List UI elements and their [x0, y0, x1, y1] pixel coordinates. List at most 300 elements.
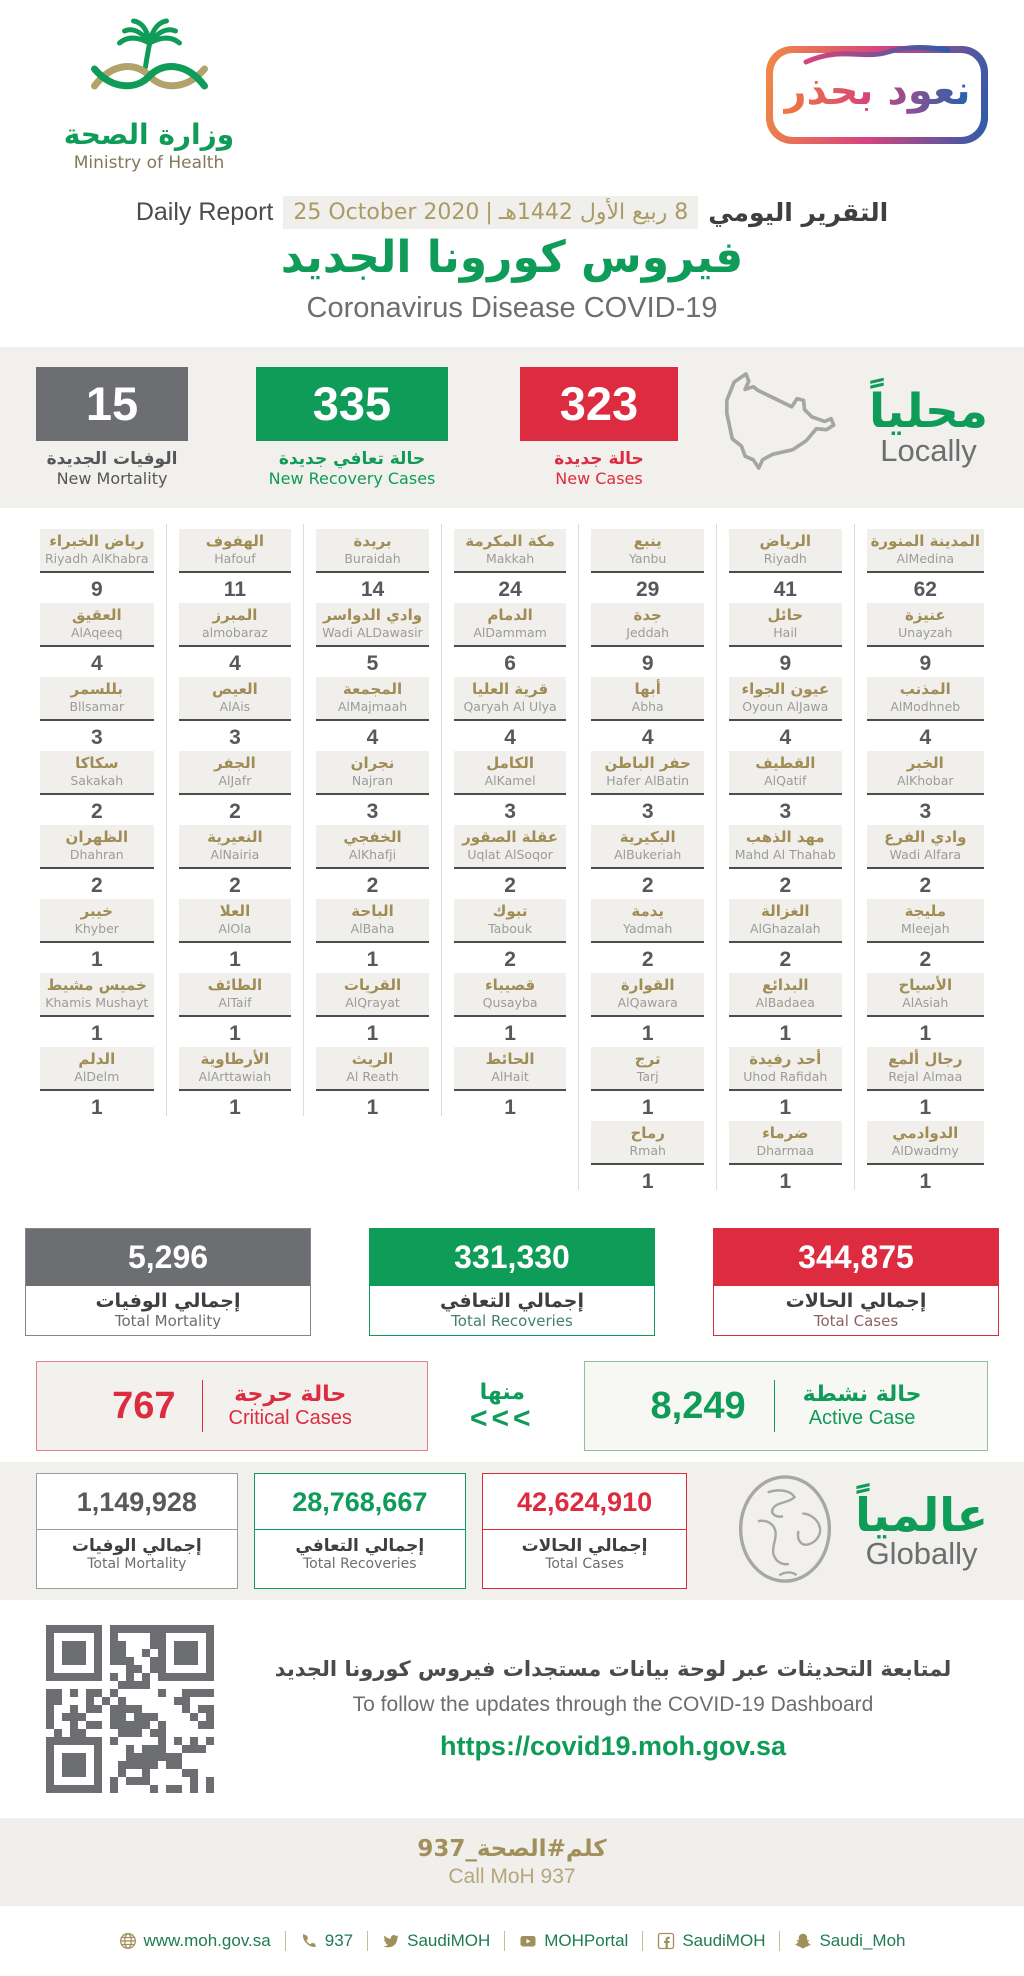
globally-heading-group — [855, 1487, 988, 1573]
city-cell — [578, 820, 716, 897]
city-name-ar: الظهران — [65, 828, 129, 846]
city-name-en: Tarj — [636, 1069, 659, 1084]
city-name — [591, 1047, 704, 1091]
dashboard-section — [0, 1600, 1024, 1818]
city-new-cases-value: 2 — [90, 874, 103, 897]
city-cell — [716, 1042, 854, 1119]
city-name — [454, 1047, 567, 1091]
city-name — [40, 973, 154, 1017]
city-cell — [716, 1116, 854, 1193]
city-cell — [28, 746, 166, 823]
header-section — [0, 0, 1024, 347]
city-new-cases-value: 2 — [90, 800, 103, 823]
city-cell — [28, 894, 166, 971]
city-name-ar: عقلة الصقور — [462, 828, 559, 846]
city-name-ar: بريدة — [353, 532, 392, 550]
city-name — [454, 899, 567, 943]
global-mortality-box — [36, 1473, 238, 1589]
city-name — [729, 603, 842, 647]
local-totals-row — [0, 1218, 1024, 1350]
city-name-en: Rmah — [629, 1143, 666, 1158]
city-new-cases-value: 3 — [366, 800, 379, 823]
active-cases-value: 8,249 — [650, 1384, 746, 1427]
city-cell — [303, 894, 441, 971]
city-cell — [578, 1116, 716, 1193]
city-name — [179, 973, 292, 1017]
city-new-cases-value: 1 — [366, 1022, 379, 1045]
city-cell — [854, 672, 996, 749]
report-date-line — [0, 196, 1024, 229]
city-name-ar: الريث — [351, 1050, 394, 1068]
global-recoveries-label-ar: إجمالي التعافي — [295, 1536, 425, 1556]
city-new-cases-value: 1 — [90, 948, 103, 971]
city-name-en: Jeddah — [626, 625, 670, 640]
city-name-ar: ترج — [634, 1050, 661, 1068]
city-name — [867, 677, 984, 721]
new-recoveries-stat — [256, 367, 448, 488]
city-new-cases-value: 9 — [641, 652, 654, 675]
city-new-cases-value: 1 — [229, 1096, 241, 1119]
city-name — [591, 751, 704, 795]
city-new-cases-value: 3 — [229, 726, 241, 749]
city-new-cases-value: 4 — [504, 726, 516, 749]
city-name-ar: القوارة — [620, 976, 675, 994]
city-new-cases-value: 2 — [641, 948, 654, 971]
local-new-stats-band — [0, 347, 1024, 508]
city-name-ar: بللسمر — [70, 680, 124, 698]
city-name-ar: الرياض — [759, 532, 812, 550]
city-name — [316, 1047, 429, 1091]
city-cell — [578, 1042, 716, 1119]
report-date-en: 25 October 2020 — [293, 200, 480, 225]
global-recoveries-label-en: Total Recoveries — [303, 1556, 417, 1572]
total-cases-value: 344,875 — [714, 1229, 998, 1286]
new-recoveries-label-ar: حالة تعافي جديدة — [278, 449, 426, 469]
footer-link-label: 937 — [324, 1931, 354, 1950]
city-new-cases-value: 2 — [229, 874, 241, 897]
global-mortality-label-en: Total Mortality — [87, 1556, 187, 1572]
city-new-cases-value: 1 — [641, 1096, 654, 1119]
city-name-en: Hafouf — [214, 551, 256, 566]
city-name — [179, 677, 292, 721]
city-name-en: Mahd Al Thahab — [734, 847, 836, 862]
city-name — [454, 973, 567, 1017]
city-name-en: AlMedina — [896, 551, 955, 566]
city-name-ar: الدوادمي — [892, 1124, 959, 1142]
city-name-ar: رياض الخبراء — [49, 532, 145, 550]
city-cell — [166, 746, 304, 823]
total-recoveries-label-en: Total Recoveries — [451, 1312, 573, 1330]
call-moh-band — [0, 1818, 1024, 1906]
city-name-ar: البدائع — [761, 976, 809, 994]
total-cases-label-ar: إجمالي الحالات — [785, 1290, 927, 1312]
footer-link-label: www.moh.gov.sa — [143, 1931, 271, 1950]
city-name — [179, 899, 292, 943]
city-cell — [303, 820, 441, 897]
footer-link[interactable] — [367, 1931, 504, 1951]
city-name-ar: نجران — [350, 754, 395, 772]
of-which-indicator — [470, 1380, 535, 1433]
city-cell — [28, 598, 166, 675]
city-cell — [166, 1042, 304, 1119]
city-name-ar: الحائط — [485, 1050, 535, 1068]
global-mortality-label-ar: إجمالي الوفيات — [71, 1536, 202, 1556]
city-name — [867, 603, 984, 647]
city-name-en: Dhahran — [69, 847, 124, 862]
city-new-cases-value: 1 — [504, 1096, 516, 1119]
city-new-cases-value: 1 — [919, 1170, 932, 1193]
city-new-cases-value: 4 — [919, 726, 932, 749]
city-name-ar: حائل — [767, 606, 804, 624]
city-cell — [303, 968, 441, 1045]
locally-heading-ar: محلياً — [869, 383, 988, 439]
city-name — [729, 529, 842, 573]
city-name-en: Dharmaa — [756, 1143, 815, 1158]
city-new-cases-value: 1 — [641, 1022, 654, 1045]
call-moh-label-en: Call MoH 937 — [448, 1864, 576, 1888]
city-name — [867, 973, 984, 1017]
city-cell — [166, 968, 304, 1045]
city-cell — [166, 524, 304, 601]
footer-link[interactable] — [779, 1931, 919, 1951]
city-new-cases-value: 9 — [919, 652, 932, 675]
city-name-en: AlTaif — [218, 995, 252, 1010]
city-name-ar: سكاكا — [75, 754, 119, 772]
divider — [202, 1380, 203, 1432]
city-name-en: Bllsamar — [69, 699, 125, 714]
footer-link-label: Saudi_Moh — [819, 1931, 906, 1950]
city-name-en: Khamis Mushayt — [45, 995, 149, 1010]
city-name-en: Wadi Alfara — [889, 847, 962, 862]
footer-link[interactable] — [105, 1931, 285, 1951]
city-name — [729, 1047, 842, 1091]
city-name-en: AlDwadmy — [891, 1143, 959, 1158]
total-recoveries-label-ar: إجمالي التعافي — [440, 1290, 584, 1312]
city-new-cases-value: 41 — [773, 578, 797, 601]
city-cell — [716, 968, 854, 1045]
city-new-cases-value: 1 — [641, 1170, 654, 1193]
city-name — [179, 751, 292, 795]
city-name-ar: وادي الدواسر — [322, 606, 423, 624]
city-cell — [854, 598, 996, 675]
global-cases-value: 42,624,910 — [483, 1474, 686, 1530]
city-name-ar: يدمة — [631, 902, 665, 920]
city-cell — [716, 598, 854, 675]
city-name — [454, 603, 567, 647]
of-which-label-ar: منها — [479, 1379, 525, 1405]
report-date-ar: 8 ربيع الأول 1442هـ — [498, 200, 689, 225]
city-name — [591, 899, 704, 943]
city-cell — [716, 894, 854, 971]
city-name — [179, 1047, 292, 1091]
dashboard-note-en: To follow the updates through the COVID-19 Dashboard — [352, 1692, 874, 1716]
city-name-ar: جدة — [633, 606, 662, 624]
city-name-en: Hail — [773, 625, 798, 640]
new-mortality-label-en: New Mortality — [56, 469, 168, 488]
city-cell — [578, 672, 716, 749]
city-cell — [578, 598, 716, 675]
city-name-en: AlBukeriah — [614, 847, 682, 862]
city-name-en: Buraidah — [344, 551, 401, 566]
city-name — [454, 529, 567, 573]
logo-title-ar: وزارة الصحة — [63, 118, 235, 151]
city-name-ar: الدلم — [78, 1050, 116, 1068]
city-name — [867, 1047, 984, 1091]
city-name — [40, 603, 154, 647]
city-cell — [166, 672, 304, 749]
logo-title-en: Ministry of Health — [73, 153, 225, 173]
city-new-cases-value: 3 — [90, 726, 103, 749]
city-name-en: AlDelm — [74, 1069, 120, 1084]
city-name-en: AlAqeeq — [71, 625, 123, 640]
footer-link-label: SaudiMOH — [682, 1931, 766, 1950]
city-name-en: Yanbu — [629, 551, 667, 566]
city-new-cases-value: 29 — [636, 578, 660, 601]
city-name — [40, 899, 154, 943]
city-new-cases-value: 14 — [360, 578, 385, 601]
new-cases-value: 323 — [520, 367, 678, 441]
city-new-cases-value: 2 — [504, 874, 516, 897]
city-table — [28, 524, 996, 1193]
critical-cases-value: 767 — [112, 1384, 176, 1427]
city-name — [316, 529, 429, 573]
city-name-ar: القطيف — [755, 754, 816, 772]
city-name-ar: النعيرية — [207, 828, 263, 846]
daily-report-label-en: Daily Report — [135, 198, 274, 226]
city-name-ar: الخفجي — [343, 828, 402, 846]
new-cases-stat — [520, 367, 678, 488]
city-cell — [303, 746, 441, 823]
city-name — [316, 899, 429, 943]
city-name-ar: تبوك — [492, 902, 528, 920]
page-title-ar: فيروس كورونا الجديد — [280, 232, 744, 283]
city-cell — [854, 1042, 996, 1119]
city-name-ar: أحد رفيدة — [749, 1050, 822, 1068]
city-new-cases-value: 4 — [779, 726, 792, 749]
city-name — [316, 751, 429, 795]
city-cell — [854, 820, 996, 897]
city-name-ar: الطائف — [207, 976, 263, 994]
phone-icon — [300, 1932, 318, 1950]
city-name-en: Unayzah — [898, 625, 953, 640]
city-name-ar: خميس مشيط — [46, 976, 147, 994]
city-cell — [441, 1042, 579, 1119]
city-name — [40, 751, 154, 795]
city-name-en: Riyadh — [763, 551, 807, 566]
city-new-cases-value: 1 — [229, 1022, 241, 1045]
page-title-en: Coronavirus Disease COVID-19 — [306, 292, 718, 324]
city-name-ar: الأسياح — [898, 976, 953, 994]
city-name-en: AlHait — [491, 1069, 529, 1084]
city-cell — [441, 820, 579, 897]
city-cell — [166, 894, 304, 971]
city-new-cases-value: 11 — [223, 578, 246, 601]
divider — [774, 1380, 775, 1432]
city-name-en: AlKamel — [484, 773, 536, 788]
city-name-en: AlOla — [218, 921, 252, 936]
city-name — [316, 973, 429, 1017]
footer-link[interactable] — [642, 1931, 779, 1951]
city-name-en: AlJafr — [218, 773, 252, 788]
qr-code — [46, 1625, 214, 1793]
city-name-ar: عيون الجواء — [741, 680, 830, 698]
daily-report-label-ar: التقرير اليومي — [708, 198, 889, 227]
city-name-ar: المدينة المنورة — [870, 532, 980, 550]
city-new-cases-value: 2 — [779, 874, 792, 897]
city-cell — [441, 968, 579, 1045]
city-name — [179, 529, 292, 573]
city-name — [40, 825, 154, 869]
city-name — [591, 973, 704, 1017]
city-name-en: Khyber — [74, 921, 119, 936]
footer-contact-bar — [0, 1906, 1024, 1976]
city-new-cases-value: 2 — [504, 948, 516, 971]
new-mortality-value: 15 — [36, 367, 188, 441]
city-name — [316, 825, 429, 869]
snapchat-icon — [794, 1932, 812, 1950]
city-new-cases-value: 2 — [641, 874, 654, 897]
city-name-en: Hafer AlBatin — [606, 773, 690, 788]
total-cases-box — [713, 1228, 999, 1336]
city-name — [729, 825, 842, 869]
city-cell — [441, 894, 579, 971]
new-mortality-label-ar: الوفيات الجديدة — [46, 449, 178, 469]
city-cell — [441, 672, 579, 749]
city-name-ar: عنيزة — [904, 606, 946, 624]
date-separator: | — [485, 200, 493, 225]
city-name-en: Wadi ALDawasir — [322, 625, 423, 640]
city-cell — [441, 598, 579, 675]
city-new-cases-value: 1 — [779, 1170, 792, 1193]
new-recoveries-label-en: New Recovery Cases — [268, 469, 436, 488]
badge-swoosh-icon — [802, 42, 952, 70]
city-name-en: Oyoun AlJawa — [742, 699, 829, 714]
city-name-en: AlBadaea — [755, 995, 815, 1010]
total-recoveries-box — [369, 1228, 655, 1336]
locally-heading-en: Locally — [880, 433, 977, 469]
new-mortality-stat — [36, 367, 188, 488]
city-cell — [28, 820, 166, 897]
global-recoveries-box — [254, 1473, 466, 1589]
total-mortality-label-en: Total Mortality — [114, 1312, 222, 1330]
city-name-en: Riyadh AlKhabra — [45, 551, 149, 566]
city-name-en: AlAsiah — [902, 995, 949, 1010]
city-name-en: AlKhafji — [348, 847, 397, 862]
city-name — [316, 603, 429, 647]
badge-label: نعود بحذر — [783, 71, 970, 119]
city-name-ar: القريات — [343, 976, 402, 994]
city-name-ar: الخبر — [906, 754, 944, 772]
city-name-ar: الهفوف — [205, 532, 265, 550]
critical-cases-label-en: Critical Cases — [228, 1407, 352, 1429]
global-mortality-value: 1,149,928 — [37, 1474, 237, 1530]
city-name-en: Tabouk — [488, 921, 533, 936]
return-with-caution-badge — [766, 46, 988, 144]
city-name-en: Abha — [631, 699, 664, 714]
city-name — [729, 1121, 842, 1165]
city-cell — [441, 524, 579, 601]
city-name-en: AlQatif — [764, 773, 807, 788]
city-name-en: AlNairia — [210, 847, 260, 862]
city-name-ar: رجال ألمع — [888, 1050, 963, 1068]
city-cell — [28, 672, 166, 749]
city-name-ar: مهد الذهب — [745, 828, 825, 846]
city-new-cases-value: 2 — [366, 874, 379, 897]
total-mortality-box — [25, 1228, 311, 1336]
city-name — [591, 825, 704, 869]
twitter-icon — [382, 1932, 400, 1950]
globally-heading-en: Globally — [865, 1536, 978, 1572]
city-name-ar: العقيق — [71, 606, 122, 624]
chevrons-left-icon: <<< — [470, 1401, 535, 1435]
city-cell — [854, 968, 996, 1045]
city-name — [867, 825, 984, 869]
city-name-en: Qusayba — [482, 995, 538, 1010]
city-name-ar: وادي الفرع — [884, 828, 967, 846]
new-cases-label-ar: حالة جديدة — [554, 449, 644, 469]
city-name-en: AlDammam — [473, 625, 547, 640]
globe-icon — [119, 1932, 137, 1950]
total-mortality-value: 5,296 — [26, 1229, 310, 1286]
city-name-ar: الأرطاوية — [200, 1050, 270, 1068]
city-name-en: Najran — [351, 773, 394, 788]
call-moh-label-ar: كلم#الصحة_937 — [417, 1835, 607, 1862]
city-name-en: Uqlat AlSoqor — [467, 847, 553, 862]
city-cell — [578, 968, 716, 1045]
city-name-en: AlMajmaah — [337, 699, 408, 714]
active-cases-box — [584, 1361, 988, 1451]
city-name — [454, 825, 567, 869]
city-new-cases-value: 62 — [913, 578, 937, 601]
city-name-en: almobaraz — [201, 625, 268, 640]
city-cell — [578, 894, 716, 971]
city-name-ar: قرية العليا — [471, 680, 549, 698]
total-cases-label-en: Total Cases — [813, 1312, 899, 1330]
city-name-en: AlQawara — [617, 995, 678, 1010]
footer-link[interactable] — [285, 1931, 367, 1951]
city-new-cases-value: 1 — [90, 1022, 103, 1045]
new-recoveries-value: 335 — [256, 367, 448, 441]
city-cell — [303, 598, 441, 675]
city-new-cases-value: 5 — [366, 652, 379, 675]
city-cell — [854, 746, 996, 823]
city-name-ar: الباحة — [351, 902, 394, 920]
city-new-cases-value: 1 — [919, 1096, 932, 1119]
global-cases-label-ar: إجمالي الحالات — [521, 1536, 648, 1556]
city-cell — [303, 672, 441, 749]
city-name-en: AlAis — [219, 699, 251, 714]
city-name-en: Qaryah Al Ulya — [463, 699, 557, 714]
city-name — [40, 677, 154, 721]
footer-link[interactable] — [504, 1931, 642, 1951]
global-cases-label-en: Total Cases — [545, 1556, 624, 1572]
report-date-chip — [283, 196, 698, 229]
total-recoveries-value: 331,330 — [370, 1229, 654, 1286]
city-name-ar: ضرماء — [762, 1124, 809, 1142]
city-name-en: Sakakah — [70, 773, 124, 788]
critical-cases-box — [36, 1361, 428, 1451]
city-new-cases-value: 1 — [366, 948, 379, 971]
active-cases-label-en: Active Case — [808, 1407, 916, 1429]
city-name-en: AlModhneb — [890, 699, 961, 714]
globe-icon — [731, 1470, 839, 1592]
city-new-cases-value: 3 — [504, 800, 516, 823]
city-name-ar: المجمعة — [342, 680, 403, 698]
city-name-en: Rejal Almaa — [888, 1069, 963, 1084]
dashboard-url-link[interactable]: https://covid19.moh.gov.sa — [439, 1730, 787, 1761]
city-name-ar: الغزالة — [761, 902, 810, 920]
city-table-section — [0, 508, 1024, 1218]
